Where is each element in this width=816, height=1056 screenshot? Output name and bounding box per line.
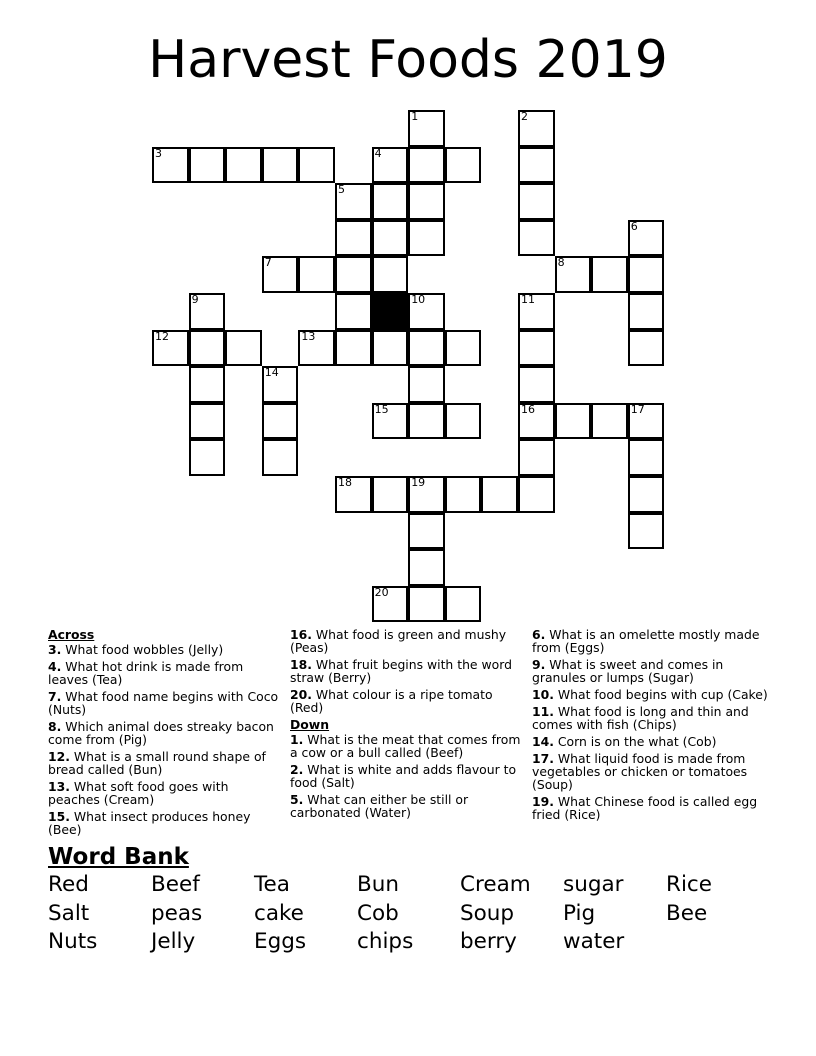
clue — [532, 688, 768, 701]
clue — [532, 752, 768, 791]
crossword-cell[interactable] — [298, 147, 335, 184]
clue — [48, 690, 280, 716]
clue-number: 16. — [290, 627, 312, 642]
crossword-cell[interactable] — [335, 256, 372, 293]
clue-text: Which animal does streaky bacon come from (Pig) — [48, 719, 274, 747]
word-bank-word: cake — [254, 900, 304, 926]
crossword-cell[interactable] — [628, 439, 665, 476]
crossword-cell[interactable] — [628, 330, 665, 367]
clue — [48, 750, 280, 776]
crossword-cell[interactable] — [408, 586, 445, 623]
word-bank-word: sugar — [563, 872, 624, 897]
page-title: Harvest Foods 2019 — [148, 30, 668, 90]
crossword-cell[interactable] — [555, 403, 592, 440]
clue-number: 19 — [411, 476, 426, 489]
clue-number: 7. — [48, 689, 62, 704]
crossword-cell[interactable] — [408, 293, 445, 330]
clue-text: What is a small round shape of bread called (Bun) — [48, 749, 266, 777]
clue-text: What food wobbles (Jelly) — [65, 642, 224, 657]
word-bank-word: Soup — [460, 900, 515, 926]
clue-number: 1 — [411, 110, 419, 123]
clue-number: 8 — [557, 256, 565, 270]
clue — [48, 720, 280, 746]
clue-number: 3 — [155, 146, 162, 160]
crossword-cell[interactable] — [189, 439, 226, 476]
crossword-cell[interactable] — [445, 586, 482, 623]
clue — [290, 763, 524, 789]
crossword-cell[interactable] — [298, 256, 335, 293]
crossword-cell[interactable] — [262, 366, 299, 403]
crossword-cell[interactable] — [445, 330, 482, 367]
clue — [290, 733, 524, 759]
black-cell — [372, 293, 409, 330]
clue — [532, 658, 768, 684]
word-bank-word: Tea — [254, 872, 290, 897]
crossword-cell[interactable] — [408, 513, 445, 550]
crossword-cell[interactable] — [518, 220, 555, 257]
clue-number: 11 — [521, 293, 535, 306]
clue — [48, 780, 280, 806]
crossword-cell[interactable] — [372, 183, 409, 220]
crossword-cell[interactable] — [372, 256, 409, 293]
clue — [290, 628, 524, 654]
crossword-cell[interactable] — [189, 330, 226, 367]
crossword-cell[interactable] — [372, 476, 409, 513]
word-bank-word: water — [563, 929, 625, 954]
clue-number: 12. — [48, 749, 70, 764]
crossword-cell[interactable] — [335, 476, 372, 513]
crossword-cell[interactable] — [518, 110, 555, 147]
word-bank-title: Word Bank — [48, 844, 189, 870]
crossword-cell[interactable] — [189, 293, 226, 330]
crossword-cell[interactable] — [225, 330, 262, 367]
clue-text: What is an omelette mostly made from (Eggs) — [532, 627, 760, 655]
word-bank-word: berry — [460, 929, 517, 954]
clue — [48, 643, 280, 656]
clue-text: What can either be still or carbonated (Water) — [290, 792, 469, 820]
clue-text: What food is green and mushy (Peas) — [290, 627, 507, 655]
crossword-cell[interactable] — [408, 220, 445, 257]
clue-text: What insect produces honey (Bee) — [48, 809, 251, 837]
crossword-cell[interactable] — [225, 147, 262, 184]
clue — [48, 810, 280, 836]
crossword-cell[interactable] — [408, 549, 445, 586]
crossword-cell[interactable] — [372, 220, 409, 257]
word-bank-word: Cob — [357, 900, 399, 926]
clue-number: 2 — [521, 110, 528, 123]
clue — [532, 628, 768, 654]
clue-number: 10. — [532, 687, 554, 702]
clue-number: 20 — [374, 585, 389, 599]
clue-text: What food is long and thin and comes with fish (Chips) — [532, 704, 749, 732]
crossword-cell[interactable] — [628, 403, 665, 440]
clue-number: 12 — [155, 329, 169, 343]
crossword-cell[interactable] — [408, 147, 445, 184]
word-bank-word: Bee — [666, 900, 708, 926]
clue-number: 2. — [290, 762, 304, 777]
clue-text: What is the meat that comes from a cow or a bull called (Beef) — [290, 732, 521, 760]
clue-number: 13. — [48, 779, 70, 794]
clue-text: What food begins with cup (Cake) — [557, 687, 768, 702]
crossword-cell[interactable] — [408, 110, 445, 147]
clue-text: What fruit begins with the word straw (Berry) — [290, 657, 512, 685]
crossword-cell[interactable] — [518, 403, 555, 440]
clue-number: 19. — [532, 794, 554, 809]
clue-text: What Chinese food is called egg fried (Rice) — [532, 794, 758, 822]
crossword-cell[interactable] — [481, 476, 518, 513]
clue-text: What is white and adds flavour to food (Salt) — [290, 762, 517, 790]
word-bank-word: Nuts — [48, 929, 98, 954]
clue-number: 17 — [630, 402, 645, 416]
word-bank-word: Red — [48, 872, 89, 897]
crossword-cell[interactable] — [335, 220, 372, 257]
clue-number: 9 — [191, 293, 199, 306]
crossword-cell[interactable] — [189, 403, 226, 440]
clue-number: 13 — [301, 329, 316, 343]
down-heading: Down — [290, 717, 330, 732]
word-bank-word: Eggs — [254, 929, 307, 954]
word-bank-word: Rice — [666, 872, 712, 897]
word-bank-word: peas — [151, 900, 203, 926]
clue-number: 6. — [532, 627, 546, 642]
clue-number: 9. — [532, 657, 546, 672]
crossword-cell[interactable] — [445, 147, 482, 184]
word-bank-word: Salt — [48, 900, 90, 926]
crossword-cell[interactable] — [628, 513, 665, 550]
crossword-cell[interactable] — [518, 330, 555, 367]
crossword-cell[interactable] — [518, 183, 555, 220]
clue-number: 20. — [290, 687, 312, 702]
clues-column-3 — [532, 628, 768, 825]
clue-number: 16 — [521, 402, 535, 416]
crossword-cell[interactable] — [628, 293, 665, 330]
crossword-cell[interactable] — [518, 147, 555, 184]
crossword-cell[interactable] — [152, 147, 189, 184]
crossword-cell[interactable] — [372, 586, 409, 623]
clue — [48, 660, 280, 686]
clues-column-2 — [290, 628, 524, 823]
clue-number: 6 — [630, 219, 638, 233]
crossword-cell[interactable] — [408, 476, 445, 513]
crossword-cell[interactable] — [335, 183, 372, 220]
crossword-cell[interactable] — [189, 366, 226, 403]
across-heading: Across — [48, 627, 95, 642]
clue-text: What is sweet and comes in granules or lumps (Sugar) — [532, 657, 724, 685]
crossword-cell[interactable] — [591, 403, 628, 440]
crossword-cell[interactable] — [335, 293, 372, 330]
clue — [532, 795, 768, 821]
word-bank-word: Pig — [563, 900, 596, 926]
crossword-cell[interactable] — [372, 403, 409, 440]
crossword-cell[interactable] — [298, 330, 335, 367]
clue-number: 18 — [338, 476, 352, 489]
clue — [290, 688, 524, 714]
clue-number: 5 — [338, 183, 345, 197]
word-bank-word: Beef — [151, 872, 200, 897]
clue-number: 3. — [48, 642, 62, 657]
crossword-cell[interactable] — [372, 330, 409, 367]
word-bank-word: Jelly — [151, 929, 196, 954]
crossword-cell[interactable] — [335, 330, 372, 367]
crossword-cell[interactable] — [408, 330, 445, 367]
crossword-cell[interactable] — [262, 439, 299, 476]
word-bank-word: chips — [357, 929, 414, 954]
crossword-cell[interactable] — [262, 147, 299, 184]
clue-number: 7 — [264, 256, 272, 270]
clue-text: What liquid food is made from vegetables or chicken or tomatoes (Soup) — [532, 751, 748, 792]
clue-text: What soft food goes with peaches (Cream) — [48, 779, 229, 807]
crossword-cell[interactable] — [628, 476, 665, 513]
crossword-cell[interactable] — [518, 366, 555, 403]
crossword-cell[interactable] — [628, 256, 665, 293]
clue-number: 11. — [532, 704, 554, 719]
clue — [290, 658, 524, 684]
crossword-cell[interactable] — [152, 330, 189, 367]
crossword-cell[interactable] — [445, 403, 482, 440]
crossword-cell[interactable] — [262, 403, 299, 440]
clues-column-1 — [48, 628, 280, 840]
clue-text: What hot drink is made from leaves (Tea) — [48, 659, 244, 687]
clue — [532, 735, 768, 748]
clue-number: 10 — [411, 293, 426, 306]
clue-text: Corn is on the what (Cob) — [557, 734, 717, 749]
crossword-cell[interactable] — [372, 147, 409, 184]
word-bank-word: Bun — [357, 872, 400, 897]
clue-text: What colour is a ripe tomato (Red) — [290, 687, 493, 715]
clue-number: 8. — [48, 719, 62, 734]
crossword-cell[interactable] — [518, 293, 555, 330]
clue-number: 4 — [374, 146, 382, 160]
crossword-cell[interactable] — [628, 220, 665, 257]
crossword-cell[interactable] — [445, 476, 482, 513]
crossword-cell[interactable] — [189, 147, 226, 184]
crossword-cell[interactable] — [262, 256, 299, 293]
clue-number: 15. — [48, 809, 70, 824]
clue-number: 4. — [48, 659, 62, 674]
clue-number: 18. — [290, 657, 312, 672]
clue-number: 15 — [374, 402, 389, 416]
clue-number: 5. — [290, 792, 304, 807]
crossword-cell[interactable] — [408, 403, 445, 440]
clue — [532, 705, 768, 731]
clue — [290, 793, 524, 819]
clue-number: 14. — [532, 734, 554, 749]
crossword-cell[interactable] — [591, 256, 628, 293]
clue-number: 1. — [290, 732, 304, 747]
crossword-cell[interactable] — [518, 439, 555, 476]
clue-text: What food name begins with Coco (Nuts) — [48, 689, 279, 717]
crossword-cell[interactable] — [555, 256, 592, 293]
word-bank-word: Cream — [460, 872, 531, 897]
crossword-cell[interactable] — [408, 366, 445, 403]
clue-number: 17. — [532, 751, 554, 766]
crossword-cell[interactable] — [518, 476, 555, 513]
clue-number: 14 — [264, 366, 279, 380]
crossword-cell[interactable] — [408, 183, 445, 220]
